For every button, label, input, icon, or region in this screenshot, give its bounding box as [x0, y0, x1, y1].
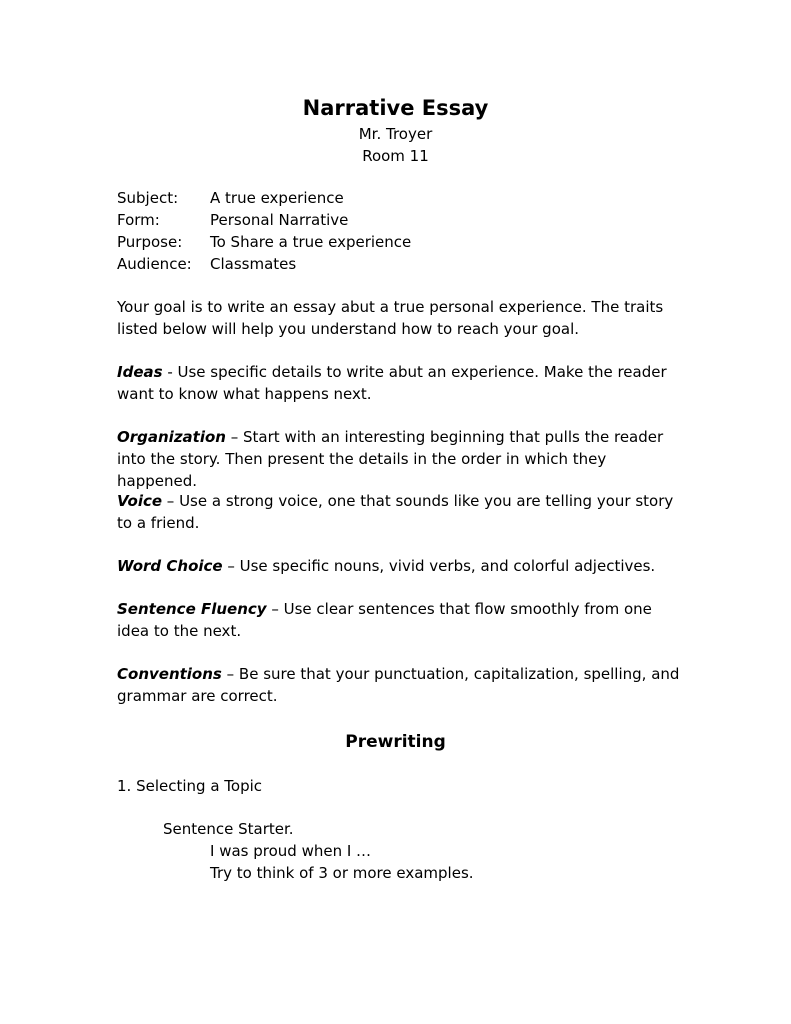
- trait-ideas: [117, 361, 687, 405]
- trait-separator: –: [266, 600, 284, 618]
- trait-text: Use specific details to write abut an experience. Make the reader want to know what happens next.: [117, 363, 667, 403]
- sentence-starter-prompt: I was proud when I …: [210, 842, 372, 860]
- document-title: Narrative Essay: [302, 96, 489, 120]
- trait-text: Use a strong voice, one that sounds like you are telling your story to a friend.: [117, 492, 674, 532]
- trait-separator: -: [162, 363, 178, 381]
- trait-name: Sentence Fluency: [117, 600, 267, 618]
- trait-text: Start with an interesting beginning that pulls the reader into the story. Then present the details in the order in which they happened.: [117, 428, 664, 490]
- audience-value: Classmates: [210, 255, 297, 273]
- trait-name: Organization: [117, 428, 226, 446]
- trait-name: Conventions: [117, 665, 222, 683]
- form-value: Personal Narrative: [210, 211, 349, 229]
- trait-text: Use clear sentences that flow smoothly from one idea to the next.: [117, 600, 652, 640]
- step-selecting-topic: 1. Selecting a Topic: [117, 777, 263, 795]
- trait-name: Word Choice: [117, 557, 223, 575]
- trait-word-choice: [117, 555, 687, 577]
- teacher-name: Mr. Troyer: [358, 125, 433, 143]
- trait-separator: –: [221, 665, 239, 683]
- room-number: Room 11: [362, 147, 429, 165]
- trait-text: Be sure that your punctuation, capitalization, spelling, and grammar are correct.: [117, 665, 680, 705]
- trait-conventions: [117, 663, 687, 707]
- trait-organization: [117, 426, 687, 492]
- sentence-starter-tip: Try to think of 3 or more examples.: [210, 864, 474, 882]
- trait-separator: –: [225, 428, 244, 446]
- sentence-starter-label: Sentence Starter.: [163, 820, 294, 838]
- purpose-label: Purpose:: [117, 233, 183, 251]
- trait-text: Use specific nouns, vivid verbs, and colorful adjectives.: [239, 557, 656, 575]
- trait-name: Voice: [117, 492, 163, 510]
- subject-label: Subject:: [117, 189, 179, 207]
- form-label: Form:: [117, 211, 160, 229]
- prewriting-heading: Prewriting: [345, 732, 446, 752]
- trait-separator: –: [222, 557, 240, 575]
- purpose-value: To Share a true experience: [210, 233, 412, 251]
- subject-value: A true experience: [210, 189, 344, 207]
- trait-separator: –: [162, 492, 180, 510]
- trait-sentence-fluency: [117, 598, 687, 642]
- trait-voice: [117, 490, 687, 534]
- audience-label: Audience:: [117, 255, 192, 273]
- intro-paragraph: Your goal is to write an essay abut a true personal experience. The traits listed below will help you understand how to reach your goal.: [117, 298, 664, 338]
- trait-name: Ideas: [117, 363, 163, 381]
